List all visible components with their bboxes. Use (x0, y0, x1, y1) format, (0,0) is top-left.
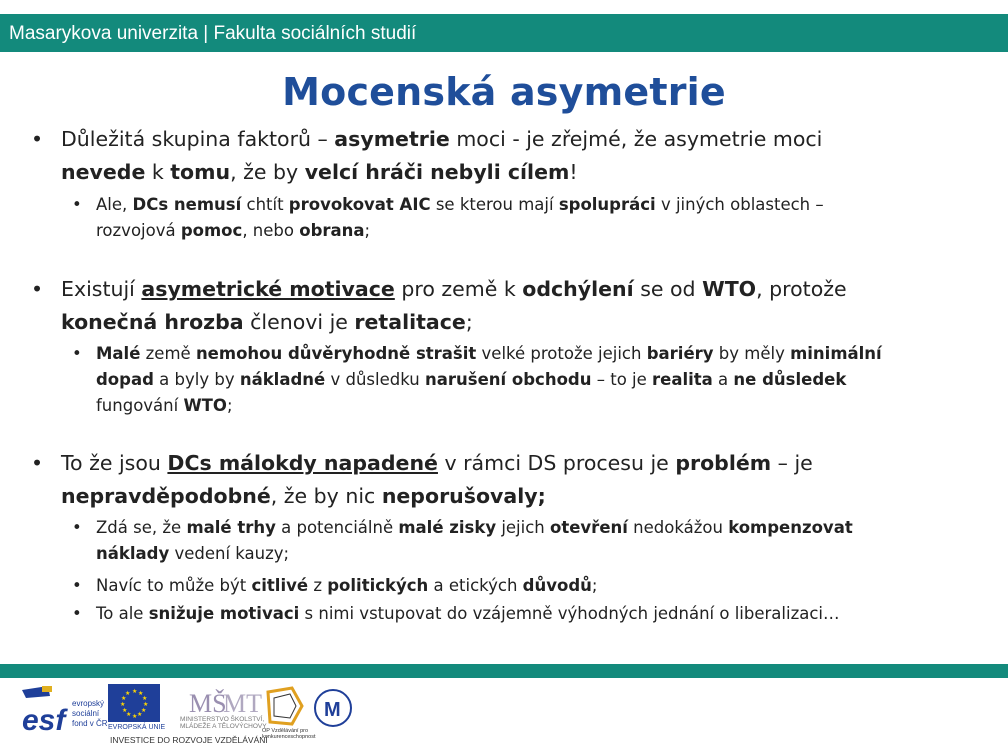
sub-line-1: Zdá se, že malé trhy a potenciálně malé zisky jejich otevření nedokážou kompenzovat (96, 518, 853, 537)
bullet-dot: • (31, 277, 44, 301)
svg-text:MŠ: MŠ (189, 689, 227, 718)
bullet-3-line-2: nepravděpodobné, že by nic neporušovaly; (61, 484, 546, 508)
bullet-1-sub-1 (72, 192, 824, 244)
esf-text-2: sociální (72, 709, 100, 718)
bullet-3-line-1: To že jsou DCs málokdy napadené v rámci DS procesu je problém – je (61, 451, 813, 475)
top-strip (0, 0, 1008, 14)
svg-text:M: M (324, 699, 341, 721)
svg-text:★: ★ (142, 695, 148, 702)
header-bar (0, 14, 1008, 52)
bullet-3-sub-2 (72, 573, 598, 599)
slide-title: Mocenská asymetrie (282, 70, 726, 114)
bullet-3 (31, 447, 813, 513)
bullet-1-line-2: nevede k tomu, že by velcí hráči nebyli cílem! (61, 160, 578, 184)
sub-line-1: Malé země nemohou důvěryhodně strašit velké protože jejich bariéry by měly minimální (96, 344, 882, 363)
op-logo (262, 686, 310, 734)
msmt-label: MINISTERSTVO ŠKOLSTVÍ, MLÁDEŽE A TĚLOVÝCHOVY (180, 716, 267, 730)
svg-text:★: ★ (126, 711, 132, 718)
esf-text-3: fond v ČR (72, 719, 108, 728)
sub-bullet-dot: • (72, 344, 82, 363)
bullet-dot: • (31, 451, 44, 475)
sub-line-2: dopad a byly by nákladné v důsledku narušení obchodu – to je realita a ne důsledek (96, 370, 847, 389)
sub-line-2: rozvojová pomoc, nebo obrana; (96, 221, 371, 240)
bullet-2 (31, 273, 847, 339)
svg-text:★: ★ (141, 707, 147, 714)
svg-text:★: ★ (143, 701, 149, 708)
esf-logo (20, 684, 108, 737)
op-label: OP Vzdělávání pro konkurenceschopnost (262, 728, 316, 740)
svg-text:★: ★ (137, 711, 143, 718)
bullet-1 (31, 123, 823, 189)
bullet-2-sub-1 (72, 341, 882, 419)
svg-text:★: ★ (132, 713, 138, 720)
bullet-dot: • (31, 127, 44, 151)
bullet-3-sub-1 (72, 515, 853, 567)
sub-line-3: fungování WTO; (96, 396, 233, 415)
svg-text:★: ★ (138, 690, 144, 697)
sub-bullet-dot: • (72, 195, 82, 214)
svg-text:★: ★ (122, 707, 128, 714)
eu-flag (108, 684, 160, 722)
sub-line-1: Navíc to může být citlivé z politických a etických důvodů; (96, 576, 598, 595)
bullet-2-line-2: konečná hrozba členovi je retalitace; (61, 310, 473, 334)
sub-line-1: To ale snižuje motivaci s nimi vstupovat do vzájemně výhodných jednání o liberalizaci… (96, 604, 840, 623)
bullet-1-line-1: Důležitá skupina faktorů – asymetrie moci - je zřejmé, že asymetrie moci (61, 127, 823, 151)
sub-line-1: Ale, DCs nemusí chtít provokovat AIC se kterou mají spolupráci v jiných oblastech – (96, 195, 824, 214)
svg-text:★: ★ (121, 695, 127, 702)
sub-line-2: náklady vedení kauzy; (96, 544, 290, 563)
sub-bullet-dot: • (72, 576, 82, 595)
svg-text:esf: esf (22, 704, 66, 737)
logo-strip (0, 678, 1008, 756)
mu-logo (314, 686, 352, 734)
eu-stars-icon (108, 684, 160, 722)
bullet-2-line-1: Existují asymetrické motivace pro země k odchýlení se od WTO, protože (61, 277, 847, 301)
svg-text:MT: MT (223, 689, 262, 718)
svg-text:★: ★ (120, 701, 126, 708)
esf-text-1: evropský (72, 699, 105, 708)
svg-text:★: ★ (132, 688, 138, 695)
eu-label: EVROPSKÁ UNIE (108, 724, 166, 731)
investice-label: INVESTICE DO ROZVOJE VZDĚLÁVÁNÍ (110, 735, 268, 745)
bullet-3-sub-3 (72, 601, 840, 627)
sub-bullet-dot: • (72, 518, 82, 537)
header-text: Masarykova univerzita | Fakulta sociálních studií (9, 23, 417, 44)
svg-text:★: ★ (125, 690, 131, 697)
sub-bullet-dot: • (72, 604, 82, 623)
footer-bar (0, 664, 1008, 678)
